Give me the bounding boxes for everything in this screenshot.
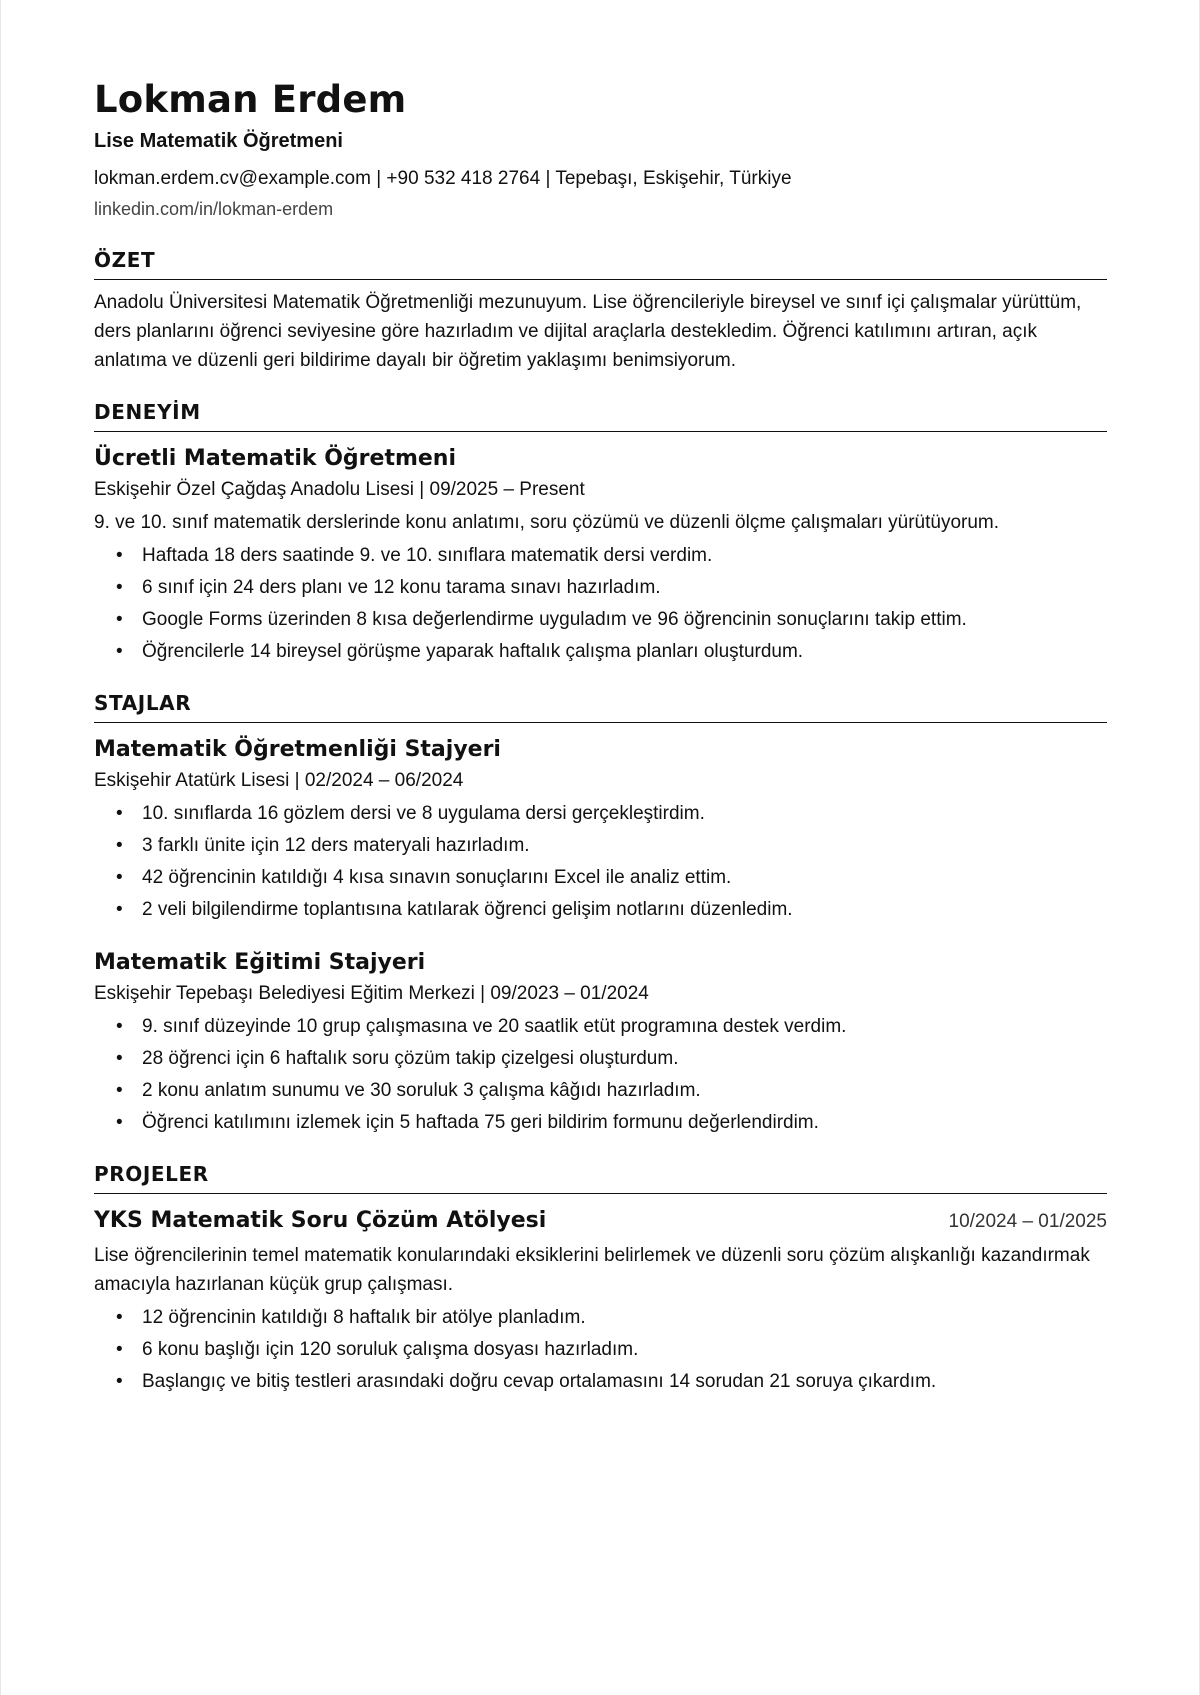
bullet-item: • 2 konu anlatım sunumu ve 30 soruluk 3 çalışma kâğıdı hazırladım.: [94, 1075, 1107, 1107]
entry-title: Ücretli Matematik Öğretmeni: [94, 446, 457, 471]
bullet-icon: •: [116, 899, 123, 920]
bullet-item: • 28 öğrenci için 6 haftalık soru çözüm takip çizelgesi oluşturdum.: [94, 1043, 1107, 1075]
bullet-icon: •: [116, 1371, 123, 1392]
bullet-item: • Öğrencilerle 14 bireysel görüşme yaparak haftalık çalışma planları oluşturdum.: [94, 636, 1107, 668]
bullet-list: [94, 1011, 1107, 1139]
section-title-internships: STAJLAR: [94, 690, 1107, 723]
bullet-item: • Google Forms üzerinden 8 kısa değerlendirme uyguladım ve 96 öğrencinin sonuçlarını takip ettim.: [94, 604, 1107, 636]
entry-date: 10/2024 – 01/2025: [948, 1211, 1107, 1232]
entry-subtitle: Eskişehir Atatürk Lisesi | 02/2024 – 06/2024: [94, 770, 464, 791]
bullet-icon: •: [116, 1339, 123, 1360]
section-title-summary: ÖZET: [94, 247, 1107, 280]
section-title-projects: PROJELER: [94, 1161, 1107, 1194]
entry-title: YKS Matematik Soru Çözüm Atölyesi: [94, 1208, 547, 1233]
linkedin-link[interactable]: linkedin.com/in/lokman-erdem: [94, 199, 334, 219]
entry-title: Matematik Eğitimi Stajyeri: [94, 950, 426, 975]
bullet-list: [94, 540, 1107, 668]
entry-subtitle: Eskişehir Özel Çağdaş Anadolu Lisesi | 09/2025 – Present: [94, 479, 585, 500]
entry-title: Matematik Öğretmenliği Stajyeri: [94, 737, 501, 762]
experience-entry: [94, 444, 1107, 668]
summary-text: Anadolu Üniversitesi Matematik Öğretmenliği mezunuyum. Lise öğrencileriyle bireysel ve sınıf içi çalışmalar yürüttüm, ders planlarını öğrenci seviyesine göre hazırladım ve dijital araçlarla destekledim. Öğrenci katılımını artıran, açık anlatıma ve düzenli geri bildirime dayalı bir öğretim yaklaşımı benimsiyorum.: [94, 292, 1082, 371]
internships-section: [94, 690, 1107, 1139]
bullet-icon: •: [116, 1080, 123, 1101]
internship-entry: [94, 735, 1107, 926]
bullet-icon: •: [116, 1048, 123, 1069]
bullet-icon: •: [116, 867, 123, 888]
bullet-item: • 10. sınıflarda 16 gözlem dersi ve 8 uygulama dersi gerçekleştirdim.: [94, 798, 1107, 830]
bullet-item: • 3 farklı ünite için 12 ders materyali hazırladım.: [94, 830, 1107, 862]
bullet-icon: •: [116, 1307, 123, 1328]
summary-section: [94, 247, 1107, 375]
candidate-name: Lokman Erdem: [94, 78, 407, 121]
bullet-item: • Haftada 18 ders saatinde 9. ve 10. sınıflara matematik dersi verdim.: [94, 540, 1107, 572]
entry-description: Lise öğrencilerinin temel matematik konularındaki eksiklerini belirlemek ve düzenli soru çözüm alışkanlığı kazandırmak amacıyla hazırlanan küçük grup çalışması.: [94, 1245, 1090, 1295]
bullet-item: • Başlangıç ve bitiş testleri arasındaki doğru cevap ortalamasını 14 sorudan 21 soruya çıkardım.: [94, 1366, 1107, 1398]
bullet-icon: •: [116, 835, 123, 856]
internship-entry: [94, 948, 1107, 1139]
bullet-icon: •: [116, 545, 123, 566]
bullet-item: • 9. sınıf düzeyinde 10 grup çalışmasına ve 20 saatlik etüt programına destek verdim.: [94, 1011, 1107, 1043]
bullet-icon: •: [116, 1016, 123, 1037]
experience-section: [94, 399, 1107, 668]
bullet-list: [94, 1302, 1107, 1398]
bullet-icon: •: [116, 1112, 123, 1133]
entry-subtitle: Eskişehir Tepebaşı Belediyesi Eğitim Merkezi | 09/2023 – 01/2024: [94, 983, 649, 1004]
bullet-icon: •: [116, 609, 123, 630]
bullet-item: • 2 veli bilgilendirme toplantısına katılarak öğrenci gelişim notlarını düzenledim.: [94, 894, 1107, 926]
bullet-item: • 42 öğrencinin katıldığı 4 kısa sınavın sonuçlarını Excel ile analiz ettim.: [94, 862, 1107, 894]
bullet-icon: •: [116, 803, 123, 824]
bullet-item: • Öğrenci katılımını izlemek için 5 haftada 75 geri bildirim formunu değerlendirdim.: [94, 1107, 1107, 1139]
bullet-item: • 12 öğrencinin katıldığı 8 haftalık bir atölye planladım.: [94, 1302, 1107, 1334]
section-title-experience: DENEYİM: [94, 399, 1107, 432]
bullet-item: • 6 konu başlığı için 120 soruluk çalışma dosyası hazırladım.: [94, 1334, 1107, 1366]
projects-section: [94, 1161, 1107, 1398]
contact-line: lokman.erdem.cv@example.com | +90 532 418 2764 | Tepebaşı, Eskişehir, Türkiye: [94, 168, 792, 189]
project-entry: [94, 1206, 1107, 1398]
candidate-role: Lise Matematik Öğretmeni: [94, 130, 343, 152]
bullet-icon: •: [116, 641, 123, 662]
bullet-list: [94, 798, 1107, 926]
bullet-item: • 6 sınıf için 24 ders planı ve 12 konu tarama sınavı hazırladım.: [94, 572, 1107, 604]
bullet-icon: •: [116, 577, 123, 598]
entry-description: 9. ve 10. sınıf matematik derslerinde konu anlatımı, soru çözümü ve düzenli ölçme çalışmaları yürütüyorum.: [94, 512, 1000, 533]
